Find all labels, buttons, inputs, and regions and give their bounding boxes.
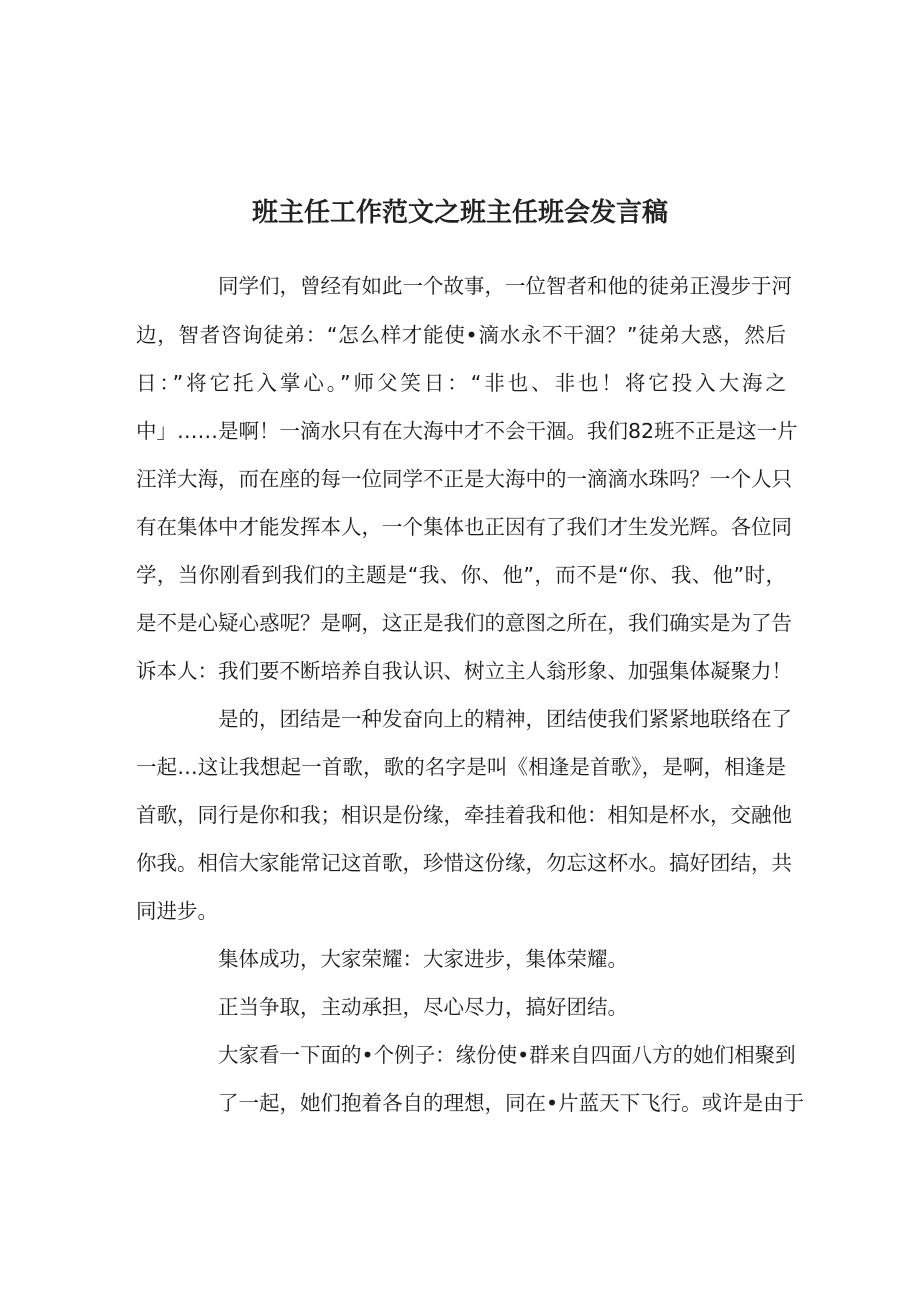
paragraph-3-line-1: 大家看一下面的•个例子：缘份使•群来自四面八方的她们相聚到 bbox=[218, 1043, 796, 1067]
paragraph-2-line-4: 你我。相信大家能常记这首歌，珍惜这份缘，勿忘这杯水。搞好团结，共 bbox=[136, 851, 792, 875]
paragraph-1-line-7: 学，当你刚看到我们的主题是“我、你、他”，而不是“你、我、他”时， bbox=[136, 563, 786, 587]
paragraph-1-line-9: 诉本人：我们要不断培养自我认识、树立主人翁形象、加强集体凝聚力！ bbox=[136, 659, 792, 683]
paragraph-2-line-2: 一起…这让我想起一首歌，歌的名字是叫《相逢是首歌》，是啊，相逢是 bbox=[136, 755, 786, 779]
collective-slogan-line: 集体成功，大家荣耀：大家进步，集体荣耀。 bbox=[218, 947, 628, 971]
paragraph-1-line-6: 有在集体中才能发挥本人，一个集体也正因有了我们才生发光辉。各位同 bbox=[136, 515, 792, 539]
paragraph-1-line-3: 日：”将它托入掌心。”师父笑日：“非也、非也！将它投入大海之 bbox=[136, 371, 786, 395]
paragraph-1-line-2: 边，智者咨询徒弟：“怎么样才能使•滴水永不干涸？”徒弟大惑，然后 bbox=[136, 323, 786, 347]
paragraph-1-line-8: 是不是心疑心惑呢？是啊，这正是我们的意图之所在，我们确实是为了告 bbox=[136, 611, 792, 635]
paragraph-1-line-5: 汪洋大海，而在座的每一位同学不正是大海中的一滴滴水珠吗？一个人只 bbox=[136, 467, 792, 491]
paragraph-2-line-5: 同进步。 bbox=[136, 899, 218, 923]
document-title: 班主任工作范文之班主任班会发言稿 bbox=[251, 198, 668, 228]
paragraph-2-line-3: 首歌，同行是你和我；相识是份缘，牵挂着我和他：相知是杯水，交融他 bbox=[136, 803, 792, 827]
paragraph-1-line-4: 中」……是啊！一滴水只有在大海中才不会干涸。我们82班不正是这一片 bbox=[136, 419, 798, 443]
paragraph-2-line-1: 是的，团结是一种发奋向上的精神，团结使我们紧紧地联络在了 bbox=[218, 707, 792, 731]
paragraph-1-line-1: 同学们，曾经有如此一个故事，一位智者和他的徒弟正漫步于河 bbox=[218, 274, 792, 298]
paragraph-3-line-2: 了一起，她们抱着各自的理想，同在•片蓝天下飞行。或许是由于 bbox=[218, 1091, 805, 1115]
strive-slogan-line: 正当争取，主动承担，尽心尽力，搞好团结。 bbox=[218, 995, 628, 1019]
